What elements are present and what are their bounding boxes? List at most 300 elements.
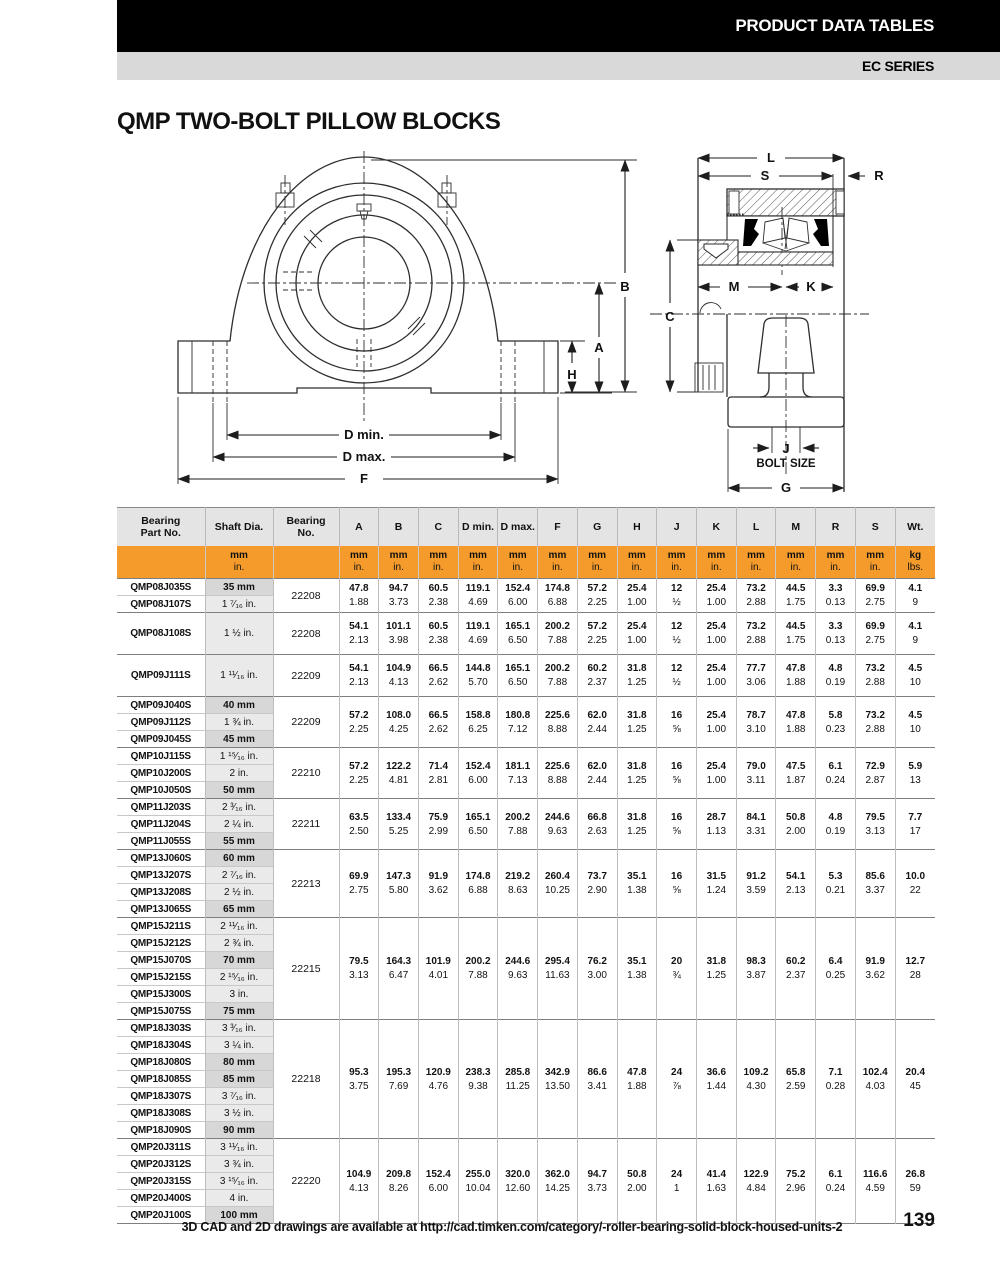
dim-label-c: C	[665, 309, 675, 324]
shaft-dia-cell: 3 ¾ in.	[205, 1156, 273, 1173]
dimension-cell: 16 ⅝	[657, 748, 697, 799]
dimension-cell: 195.3 7.69	[379, 1020, 419, 1139]
dimension-cell: 7.1 0.28	[816, 1020, 856, 1139]
dimension-cell: 12.7 28	[895, 918, 935, 1020]
column-header: Bearing Part No.	[117, 508, 205, 547]
dimension-cell: 47.8 1.88	[776, 655, 816, 697]
dimension-cell: 174.8 6.88	[458, 850, 498, 918]
footer-note: 3D CAD and 2D drawings are available at http://cad.timken.com/category/-roller-bearing-solid-block-housed-units-2	[181, 1220, 843, 1234]
side-view	[650, 150, 884, 495]
dimension-cell: 122.9 4.84	[736, 1139, 776, 1224]
dimension-cell: 94.7 3.73	[577, 1139, 617, 1224]
table-row	[117, 850, 935, 867]
column-header: J	[657, 508, 697, 547]
series-bar	[117, 52, 1000, 80]
dimension-cell: 320.0 12.60	[498, 1139, 538, 1224]
dimension-cell: 73.2 2.88	[736, 579, 776, 613]
shaft-dia-cell: 85 mm	[205, 1071, 273, 1088]
dimension-cell: 79.5 3.13	[855, 799, 895, 850]
dimension-cell: 35.1 1.38	[617, 918, 657, 1020]
part-number-cell: QMP18J304S	[117, 1037, 205, 1054]
dimension-cell: 116.6 4.59	[855, 1139, 895, 1224]
dimension-cell: 24 ⅞	[657, 1020, 697, 1139]
part-number-cell: QMP11J204S	[117, 816, 205, 833]
shaft-dia-cell: 70 mm	[205, 952, 273, 969]
part-number-cell: QMP10J115S	[117, 748, 205, 765]
dimension-cell: 31.8 1.25	[617, 655, 657, 697]
shaft-dia-cell: 2 ¹⁵⁄₁₆ in.	[205, 969, 273, 986]
dimension-cell: 244.6 9.63	[538, 799, 578, 850]
table-row	[117, 579, 935, 596]
dimension-cell: 47.8 1.88	[339, 579, 379, 613]
dimension-cell: 255.0 10.04	[458, 1139, 498, 1224]
part-number-cell: QMP09J111S	[117, 655, 205, 697]
dimension-cell: 41.4 1.63	[696, 1139, 736, 1224]
dimension-cell: 6.1 0.24	[816, 1139, 856, 1224]
units-cell: mm in.	[776, 546, 816, 579]
dimension-cell: 200.2 7.88	[498, 799, 538, 850]
part-number-cell: QMP20J312S	[117, 1156, 205, 1173]
shaft-dia-cell: 1 ⁷⁄₁₆ in.	[205, 596, 273, 613]
column-header: K	[696, 508, 736, 547]
dimension-cell: 6.4 0.25	[816, 918, 856, 1020]
units-cell: mm in.	[418, 546, 458, 579]
dimension-cell: 31.8 1.25	[696, 918, 736, 1020]
part-number-cell: QMP20J311S	[117, 1139, 205, 1156]
banner-title: PRODUCT DATA TABLES	[735, 16, 934, 35]
part-number-cell: QMP15J070S	[117, 952, 205, 969]
part-number-cell: QMP13J060S	[117, 850, 205, 867]
dimension-cell: 50.8 2.00	[617, 1139, 657, 1224]
dim-label-f: F	[360, 471, 368, 486]
dimension-cell: 104.9 4.13	[379, 655, 419, 697]
dim-label-a: A	[594, 340, 604, 355]
dimension-cell: 25.4 1.00	[696, 655, 736, 697]
part-number-cell: QMP18J080S	[117, 1054, 205, 1071]
dim-label-l: L	[767, 150, 775, 165]
dimension-cell: 238.3 9.38	[458, 1020, 498, 1139]
dimension-cell: 66.5 2.62	[418, 697, 458, 748]
dimension-cell: 71.4 2.81	[418, 748, 458, 799]
dimension-cell: 119.1 4.69	[458, 579, 498, 613]
units-cell	[117, 546, 205, 579]
dimension-cell: 66.5 2.62	[418, 655, 458, 697]
dimension-cell: 6.1 0.24	[816, 748, 856, 799]
dimension-cell: 31.8 1.25	[617, 799, 657, 850]
dimension-cell: 35.1 1.38	[617, 850, 657, 918]
units-cell: kg lbs.	[895, 546, 935, 579]
dimension-cell: 285.8 11.25	[498, 1020, 538, 1139]
dimension-cell: 62.0 2.44	[577, 697, 617, 748]
dimension-cell: 200.2 7.88	[458, 918, 498, 1020]
dimension-cell: 4.1 9	[895, 613, 935, 655]
column-header: Wt.	[895, 508, 935, 547]
table-row	[117, 655, 935, 697]
column-header: Bearing No.	[273, 508, 339, 547]
shaft-dia-cell: 90 mm	[205, 1122, 273, 1139]
dimension-cell: 200.2 7.88	[538, 655, 578, 697]
dimension-cell: 73.7 2.90	[577, 850, 617, 918]
dimension-cell: 3.3 0.13	[816, 579, 856, 613]
bearing-no-cell: 22218	[273, 1020, 339, 1139]
part-number-cell: QMP10J050S	[117, 782, 205, 799]
column-header: D min.	[458, 508, 498, 547]
dimension-cell: 66.8 2.63	[577, 799, 617, 850]
dimension-cell: 120.9 4.76	[418, 1020, 458, 1139]
table-row	[117, 613, 935, 655]
units-cell: mm in.	[458, 546, 498, 579]
part-number-cell: QMP13J207S	[117, 867, 205, 884]
dim-label-j: J	[782, 441, 790, 456]
dimension-cell: 104.9 4.13	[339, 1139, 379, 1224]
dim-label-b: B	[620, 279, 630, 294]
dimension-cell: 98.3 3.87	[736, 918, 776, 1020]
shaft-dia-cell: 45 mm	[205, 731, 273, 748]
shaft-dia-cell: 2 ½ in.	[205, 884, 273, 901]
units-cell: mm in.	[339, 546, 379, 579]
dimension-cell: 44.5 1.75	[776, 613, 816, 655]
dimension-cell: 28.7 1.13	[696, 799, 736, 850]
dimension-cell: 73.2 2.88	[855, 697, 895, 748]
dimension-cell: 20 ¾	[657, 918, 697, 1020]
table-header-row	[117, 508, 935, 547]
dimension-cell: 4.8 0.19	[816, 799, 856, 850]
column-header: A	[339, 508, 379, 547]
cap-screw-right	[438, 175, 456, 225]
part-number-cell: QMP15J211S	[117, 918, 205, 935]
dimension-cell: 165.1 6.50	[498, 613, 538, 655]
table-row	[117, 697, 935, 714]
dimension-cell: 44.5 1.75	[776, 579, 816, 613]
shaft-dia-cell: 50 mm	[205, 782, 273, 799]
technical-drawing	[117, 145, 960, 505]
part-number-cell: QMP15J212S	[117, 935, 205, 952]
dimension-cell: 165.1 6.50	[458, 799, 498, 850]
part-number-cell: QMP20J400S	[117, 1190, 205, 1207]
part-number-cell: QMP09J040S	[117, 697, 205, 714]
part-number-cell: QMP15J215S	[117, 969, 205, 986]
front-view	[178, 151, 617, 486]
part-number-cell: QMP18J307S	[117, 1088, 205, 1105]
bearing-no-cell: 22208	[273, 613, 339, 655]
dim-label-d-min: D min.	[344, 427, 384, 442]
dimension-cell: 144.8 5.70	[458, 655, 498, 697]
dimension-cell: 16 ⅝	[657, 850, 697, 918]
dimension-cell: 362.0 14.25	[538, 1139, 578, 1224]
dimension-cell: 5.9 13	[895, 748, 935, 799]
part-number-cell: QMP10J200S	[117, 765, 205, 782]
dimension-cell: 79.5 3.13	[339, 918, 379, 1020]
dim-label-g: G	[780, 480, 792, 495]
shaft-dia-cell: 4 in.	[205, 1190, 273, 1207]
dimension-cell: 79.0 3.11	[736, 748, 776, 799]
shaft-dia-cell: 2 ¼ in.	[205, 816, 273, 833]
column-header: S	[855, 508, 895, 547]
shaft-dia-cell: 3 ½ in.	[205, 1105, 273, 1122]
dimension-cell: 57.2 2.25	[339, 697, 379, 748]
dimension-cell: 54.1 2.13	[339, 655, 379, 697]
dimension-cell: 60.5 2.38	[418, 613, 458, 655]
dimension-cell: 180.8 7.12	[498, 697, 538, 748]
dimension-cell: 25.4 1.00	[696, 613, 736, 655]
dimension-cell: 50.8 2.00	[776, 799, 816, 850]
dimension-cell: 54.1 2.13	[339, 613, 379, 655]
shaft-dia-cell: 55 mm	[205, 833, 273, 850]
dimension-cell: 209.8 8.26	[379, 1139, 419, 1224]
dimension-cell: 69.9 2.75	[855, 613, 895, 655]
dimension-cell: 4.5 10	[895, 655, 935, 697]
part-number-cell: QMP20J100S	[117, 1207, 205, 1224]
dimension-cell: 86.6 3.41	[577, 1020, 617, 1139]
dimension-cell: 75.9 2.99	[418, 799, 458, 850]
dimension-cell: 25.4 1.00	[617, 613, 657, 655]
bearing-no-cell: 22220	[273, 1139, 339, 1224]
dimension-cell: 4.5 10	[895, 697, 935, 748]
units-cell: mm in.	[736, 546, 776, 579]
column-header: L	[736, 508, 776, 547]
bearing-no-cell: 22210	[273, 748, 339, 799]
dimension-cell: 152.4 6.00	[458, 748, 498, 799]
cap-screw-left	[276, 175, 294, 225]
dimension-cell: 60.2 2.37	[577, 655, 617, 697]
bearing-no-cell: 22209	[273, 697, 339, 748]
dimension-cell: 225.6 8.88	[538, 697, 578, 748]
shaft-dia-cell: 2 ¾ in.	[205, 935, 273, 952]
dimension-cell: 295.4 11.63	[538, 918, 578, 1020]
shaft-dia-cell: 3 ¹⁵⁄₁₆ in.	[205, 1173, 273, 1190]
part-number-cell: QMP18J303S	[117, 1020, 205, 1037]
dimension-cell: 20.4 45	[895, 1020, 935, 1139]
dimension-cell: 12 ½	[657, 579, 697, 613]
bearing-no-cell: 22213	[273, 850, 339, 918]
dimension-cell: 77.7 3.06	[736, 655, 776, 697]
dimension-cell: 7.7 17	[895, 799, 935, 850]
column-header: C	[418, 508, 458, 547]
dimension-cell: 164.3 6.47	[379, 918, 419, 1020]
units-cell: mm in.	[379, 546, 419, 579]
dimension-cell: 122.2 4.81	[379, 748, 419, 799]
pillow-block-drawing	[117, 145, 960, 505]
dimension-cell: 47.5 1.87	[776, 748, 816, 799]
table-row	[117, 918, 935, 935]
units-cell: mm in.	[816, 546, 856, 579]
part-number-cell: QMP08J107S	[117, 596, 205, 613]
table-body	[117, 579, 935, 1224]
dimension-cell: 91.9 3.62	[418, 850, 458, 918]
column-header: R	[816, 508, 856, 547]
page-title: QMP TWO-BOLT PILLOW BLOCKS	[117, 108, 501, 135]
shaft-dia-cell: 3 ¹¹⁄₁₆ in.	[205, 1139, 273, 1156]
dimension-cell: 57.2 2.25	[339, 748, 379, 799]
shaft-dia-cell: 2 in.	[205, 765, 273, 782]
part-number-cell: QMP13J208S	[117, 884, 205, 901]
dimension-cell: 101.1 3.98	[379, 613, 419, 655]
dimension-cell: 152.4 6.00	[418, 1139, 458, 1224]
shaft-dia-cell: 2 ⁷⁄₁₆ in.	[205, 867, 273, 884]
dimension-cell: 94.7 3.73	[379, 579, 419, 613]
dimension-cell: 25.4 1.00	[696, 748, 736, 799]
dimension-cell: 25.4 1.00	[696, 697, 736, 748]
dimension-cell: 76.2 3.00	[577, 918, 617, 1020]
dimension-cell: 63.5 2.50	[339, 799, 379, 850]
dimension-cell: 31.5 1.24	[696, 850, 736, 918]
dimension-cell: 36.6 1.44	[696, 1020, 736, 1139]
part-number-cell: QMP20J315S	[117, 1173, 205, 1190]
units-cell: mm in.	[855, 546, 895, 579]
dimension-cell: 260.4 10.25	[538, 850, 578, 918]
dim-label-r: R	[874, 168, 884, 183]
units-cell: mm in.	[538, 546, 578, 579]
part-number-cell: QMP13J065S	[117, 901, 205, 918]
shaft-dia-cell: 1 ½ in.	[205, 613, 273, 655]
dimension-cell: 25.4 1.00	[617, 579, 657, 613]
dim-label-k: K	[806, 279, 816, 294]
dimension-cell: 62.0 2.44	[577, 748, 617, 799]
dimension-cell: 101.9 4.01	[418, 918, 458, 1020]
dimension-cell: 60.2 2.37	[776, 918, 816, 1020]
shaft-dia-cell: 1 ¹¹⁄₁₆ in.	[205, 655, 273, 697]
dim-label-bolt-size: BOLT SIZE	[756, 458, 816, 470]
dimension-cell: 54.1 2.13	[776, 850, 816, 918]
dimension-cell: 165.1 6.50	[498, 655, 538, 697]
units-cell: mm in.	[577, 546, 617, 579]
dimension-cell: 69.9 2.75	[339, 850, 379, 918]
units-cell: mm in.	[205, 546, 273, 579]
dimension-cell: 85.6 3.37	[855, 850, 895, 918]
part-number-cell: QMP11J055S	[117, 833, 205, 850]
dimension-cell: 12 ½	[657, 655, 697, 697]
dimension-cell: 16 ⅝	[657, 697, 697, 748]
units-cell: mm in.	[498, 546, 538, 579]
part-number-cell: QMP09J045S	[117, 731, 205, 748]
part-number-cell: QMP08J035S	[117, 579, 205, 596]
dimension-cell: 5.3 0.21	[816, 850, 856, 918]
dimension-cell: 119.1 4.69	[458, 613, 498, 655]
shaft-dia-cell: 80 mm	[205, 1054, 273, 1071]
dimension-cell: 72.9 2.87	[855, 748, 895, 799]
dimension-cell: 147.3 5.80	[379, 850, 419, 918]
units-cell	[273, 546, 339, 579]
dimension-cell: 12 ½	[657, 613, 697, 655]
shaft-dia-cell: 40 mm	[205, 697, 273, 714]
shaft-dia-cell: 3 ⁷⁄₁₆ in.	[205, 1088, 273, 1105]
dimension-cell: 47.8 1.88	[776, 697, 816, 748]
shaft-dia-cell: 65 mm	[205, 901, 273, 918]
column-header: G	[577, 508, 617, 547]
dimension-cell: 65.8 2.59	[776, 1020, 816, 1139]
part-number-cell: QMP11J203S	[117, 799, 205, 816]
shaft-dia-cell: 3 ¼ in.	[205, 1037, 273, 1054]
shaft-dia-cell: 75 mm	[205, 1003, 273, 1020]
dimension-cell: 4.8 0.19	[816, 655, 856, 697]
dimension-cell: 181.1 7.13	[498, 748, 538, 799]
dimension-cell: 57.2 2.25	[577, 613, 617, 655]
shaft-dia-cell: 60 mm	[205, 850, 273, 867]
top-banner	[117, 0, 1000, 52]
column-header: H	[617, 508, 657, 547]
dimension-cell: 31.8 1.25	[617, 748, 657, 799]
shaft-dia-cell: 100 mm	[205, 1207, 273, 1224]
product-data-table	[117, 507, 935, 1224]
dimension-cell: 60.5 2.38	[418, 579, 458, 613]
part-number-cell: QMP09J112S	[117, 714, 205, 731]
shaft-dia-cell: 1 ¾ in.	[205, 714, 273, 731]
dimension-cell: 73.2 2.88	[855, 655, 895, 697]
dimension-cell: 47.8 1.88	[617, 1020, 657, 1139]
part-number-cell: QMP18J308S	[117, 1105, 205, 1122]
shaft-dia-cell: 35 mm	[205, 579, 273, 596]
shaft-dia-cell: 2 ³⁄₁₆ in.	[205, 799, 273, 816]
column-header: F	[538, 508, 578, 547]
part-number-cell: QMP08J108S	[117, 613, 205, 655]
dimension-cell: 84.1 3.31	[736, 799, 776, 850]
part-number-cell: QMP15J075S	[117, 1003, 205, 1020]
part-number-cell: QMP18J090S	[117, 1122, 205, 1139]
dimension-cell: 5.8 0.23	[816, 697, 856, 748]
dimension-cell: 219.2 8.63	[498, 850, 538, 918]
dimension-cell: 24 1	[657, 1139, 697, 1224]
bearing-no-cell: 22208	[273, 579, 339, 613]
units-cell: mm in.	[696, 546, 736, 579]
bearing-no-cell: 22211	[273, 799, 339, 850]
units-cell: mm in.	[617, 546, 657, 579]
units-cell: mm in.	[657, 546, 697, 579]
column-header: D max.	[498, 508, 538, 547]
dimension-cell: 78.7 3.10	[736, 697, 776, 748]
dimension-cell: 3.3 0.13	[816, 613, 856, 655]
shaft-dia-cell: 2 ¹¹⁄₁₆ in.	[205, 918, 273, 935]
dimension-cell: 225.6 8.88	[538, 748, 578, 799]
dimension-cell: 26.8 59	[895, 1139, 935, 1224]
dimension-cell: 200.2 7.88	[538, 613, 578, 655]
dimension-cell: 244.6 9.63	[498, 918, 538, 1020]
bearing-no-cell: 22209	[273, 655, 339, 697]
dimension-cell: 16 ⅝	[657, 799, 697, 850]
shaft-dia-cell: 3 ³⁄₁₆ in.	[205, 1020, 273, 1037]
dim-label-s: S	[760, 168, 770, 183]
dimension-cell: 73.2 2.88	[736, 613, 776, 655]
column-header: Shaft Dia.	[205, 508, 273, 547]
page-number: 139	[903, 1210, 935, 1231]
dim-label-m: M	[728, 279, 740, 294]
bearing-no-cell: 22215	[273, 918, 339, 1020]
dimension-cell: 10.0 22	[895, 850, 935, 918]
table-row	[117, 1139, 935, 1156]
dimension-cell: 91.2 3.59	[736, 850, 776, 918]
dimension-cell: 91.9 3.62	[855, 918, 895, 1020]
dimension-cell: 108.0 4.25	[379, 697, 419, 748]
shaft-dia-cell: 3 in.	[205, 986, 273, 1003]
dim-label-d-max: D max.	[342, 449, 386, 464]
dim-label-h: H	[567, 367, 577, 382]
dimension-cell: 57.2 2.25	[577, 579, 617, 613]
table-units-row	[117, 546, 935, 579]
table-row	[117, 748, 935, 765]
part-number-cell: QMP18J085S	[117, 1071, 205, 1088]
dimension-cell: 152.4 6.00	[498, 579, 538, 613]
dimension-cell: 174.8 6.88	[538, 579, 578, 613]
dimension-cell: 4.1 9	[895, 579, 935, 613]
series-label: EC SERIES	[862, 58, 934, 74]
dimension-cell: 133.4 5.25	[379, 799, 419, 850]
dimension-cell: 95.3 3.75	[339, 1020, 379, 1139]
dimension-cell: 31.8 1.25	[617, 697, 657, 748]
dimension-cell: 109.2 4.30	[736, 1020, 776, 1139]
shaft-dia-cell: 1 ¹⁵⁄₁₆ in.	[205, 748, 273, 765]
table-row	[117, 799, 935, 816]
dimension-cell: 75.2 2.96	[776, 1139, 816, 1224]
column-header: B	[379, 508, 419, 547]
